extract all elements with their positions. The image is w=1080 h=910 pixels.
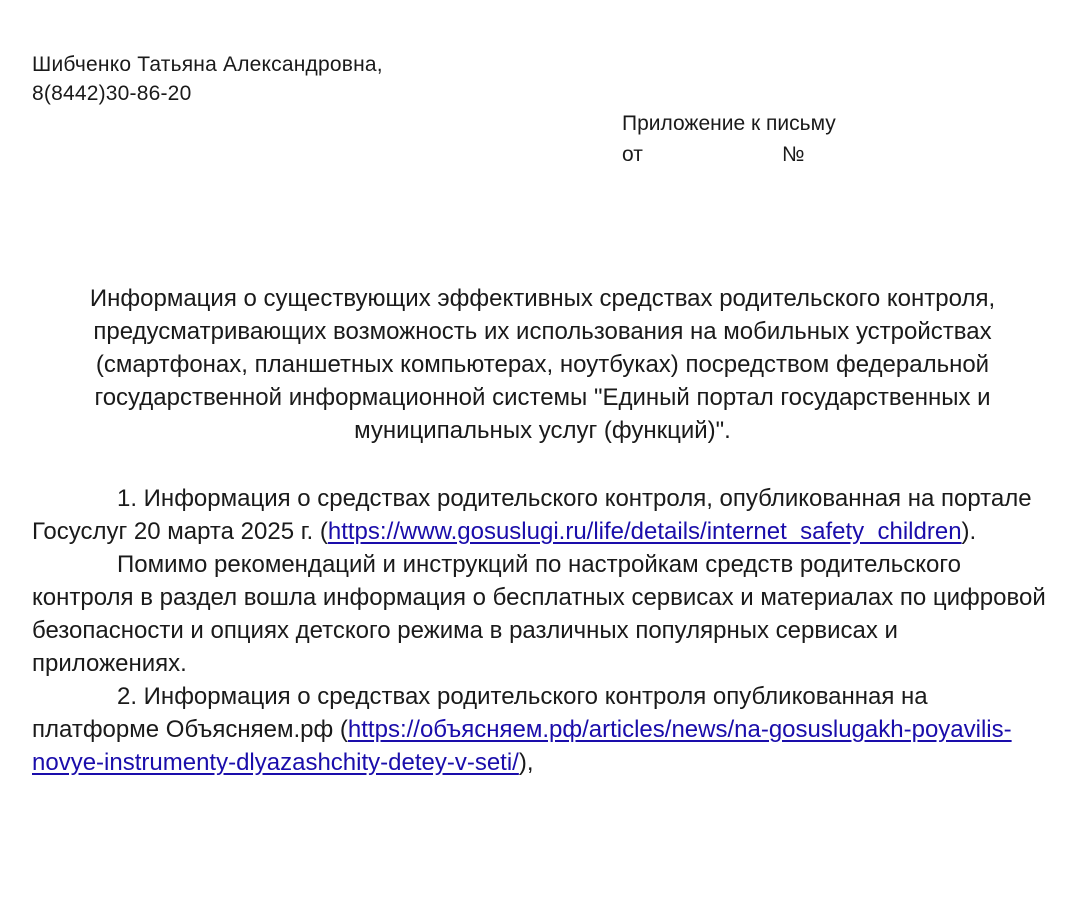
gosuslugi-link[interactable]: https://www.gosuslugi.ru/life/details/internet_safety_children	[327, 518, 962, 545]
appendix-date-number-row	[622, 139, 836, 170]
item-1-text: 1. Информация о средствах родительского контроля, опубликованная на портале Госуслуг 20 марта 2025 г. (	[32, 485, 1032, 545]
appendix-number-label: №	[782, 143, 805, 166]
paragraph-item-1-details: Помимо рекомендаций и инструкций по настройкам средств родительского контроля в раздел вошла информация о бесплатных сервисах и материалах по цифровой безопасности и опциях детского режима в различных популярных сервисах и приложениях.	[32, 551, 1046, 677]
item-2-text: 2. Информация о средствах родительского контроля опубликованная на платформе Объясняем.рф (	[32, 683, 928, 743]
item-2-closing: ),	[518, 749, 534, 776]
appendix-from-label: от	[622, 143, 643, 166]
appendix-block	[622, 108, 836, 170]
sender-phone: 8(8442)30-86-20	[32, 82, 192, 105]
document-title: Информация о существующих эффективных средствах родительского контроля, предусматривающих возможность их использования на мобильных устройствах (смартфонах, планшетных компьютерах, ноутбуках) посредством федеральной государственной информационной системы "Единый портал государственных и муниципальных услуг (функций)".	[89, 285, 996, 444]
sender-block	[32, 50, 383, 108]
document-body	[32, 482, 1057, 779]
paragraph-item-2	[32, 680, 1057, 779]
item-1-closing: ).	[961, 518, 977, 545]
appendix-title: Приложение к письму	[622, 112, 836, 135]
obyasnyaem-link[interactable]: https://объясняем.рф/articles/news/na-gosuslugakh-poyavilis-novye-instrumenty-dlyazashchity-detey-v-seti/	[32, 716, 1012, 776]
sender-name: Шибченко Татьяна Александровна,	[32, 53, 383, 76]
paragraph-item-1	[32, 482, 1057, 548]
